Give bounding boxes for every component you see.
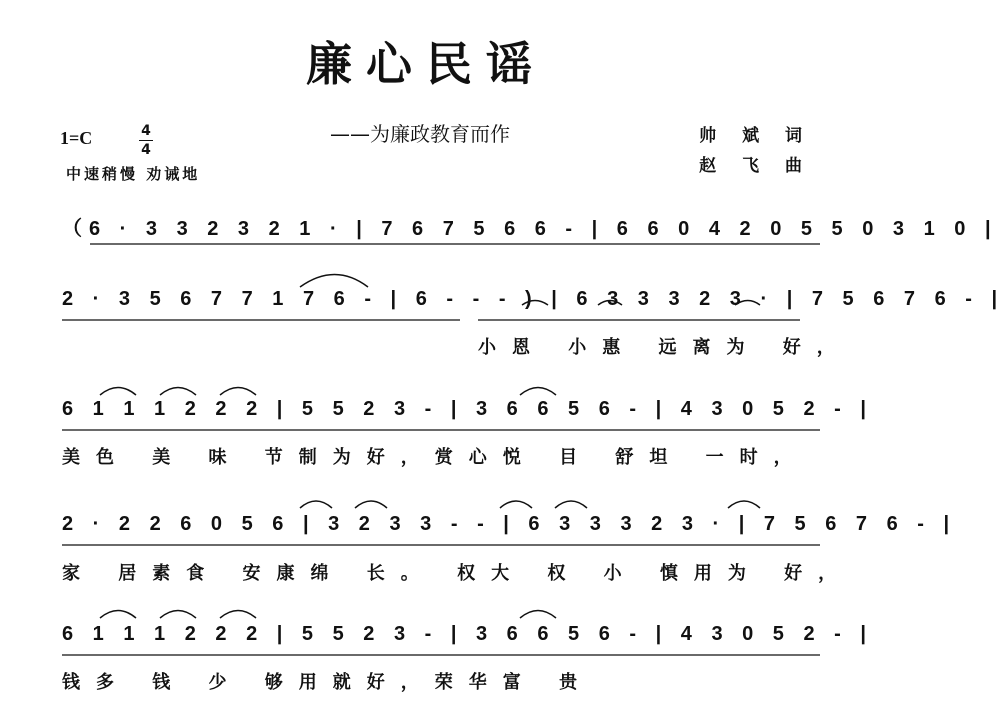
- slur: [160, 611, 196, 619]
- notation-text: 6 1 1 1 2 2 2 | 5 5 2 3 - | 3 6 6 5 6 - | 4 3 0 5 2 - |: [62, 623, 873, 645]
- slur: [100, 388, 136, 396]
- notation-text: 2 · 2 2 6 0 5 6 | 3 2 3 3 - - | 6 3 3 3 2 3 · | 7 5 6 7 6 - |: [62, 513, 957, 535]
- time-signature-top: 4: [141, 123, 151, 139]
- slur: [220, 611, 256, 619]
- slur: [300, 275, 368, 288]
- slur: [520, 388, 556, 396]
- slur: [160, 388, 196, 396]
- notation-text: 6 1 1 1 2 2 2 | 5 5 2 3 - | 3 6 6 5 6 - | 4 3 0 5 2 - |: [62, 398, 873, 420]
- time-signature-bottom: 4: [141, 142, 151, 158]
- slur: [735, 301, 760, 306]
- notation-text: 2 · 3 5 6 7 7 1 7 6 - | 6 - - - ) | 6 3 3 3 2 3 · | 7 5 6 7 6 - |: [62, 288, 1004, 310]
- lyrics-row-2: 小恩 小惠 远离为 好，: [478, 337, 851, 358]
- song-subtitle: ——为廉政教育而作: [330, 122, 510, 146]
- tempo-marking: 中速稍慢 劝诫地: [66, 165, 201, 183]
- slur: [555, 501, 587, 508]
- notation-text: （6 · 3 3 2 3 2 1 · | 7 6 7 5 6 6 - | 6 6 0 4 2 0 5 5 0 3 1 0 |: [62, 218, 998, 240]
- lyricist-credit: 帅 斌 词: [699, 126, 812, 146]
- slur: [520, 611, 556, 619]
- lyrics-row-3: 美色 美 味 节制为好，赏心悦 目 舒坦 一时，: [62, 447, 808, 468]
- lyrics-row-5: 钱多 钱 少 够用就好，荣华富 贵: [62, 672, 594, 693]
- key-signature: 1=C: [60, 128, 93, 148]
- slur: [100, 611, 136, 619]
- slur: [522, 301, 548, 306]
- lyrics-row-4: 家 居素食 安康绵 长。 权大 权 小 慎用为 好，: [62, 563, 853, 584]
- slur: [300, 501, 332, 508]
- slur: [355, 501, 387, 508]
- slur: [728, 501, 760, 508]
- song-title: 廉心民谣: [306, 37, 546, 91]
- slur: [500, 501, 532, 508]
- slur: [598, 301, 622, 306]
- slur: [220, 388, 256, 396]
- composer-credit: 赵 飞 曲: [699, 156, 812, 176]
